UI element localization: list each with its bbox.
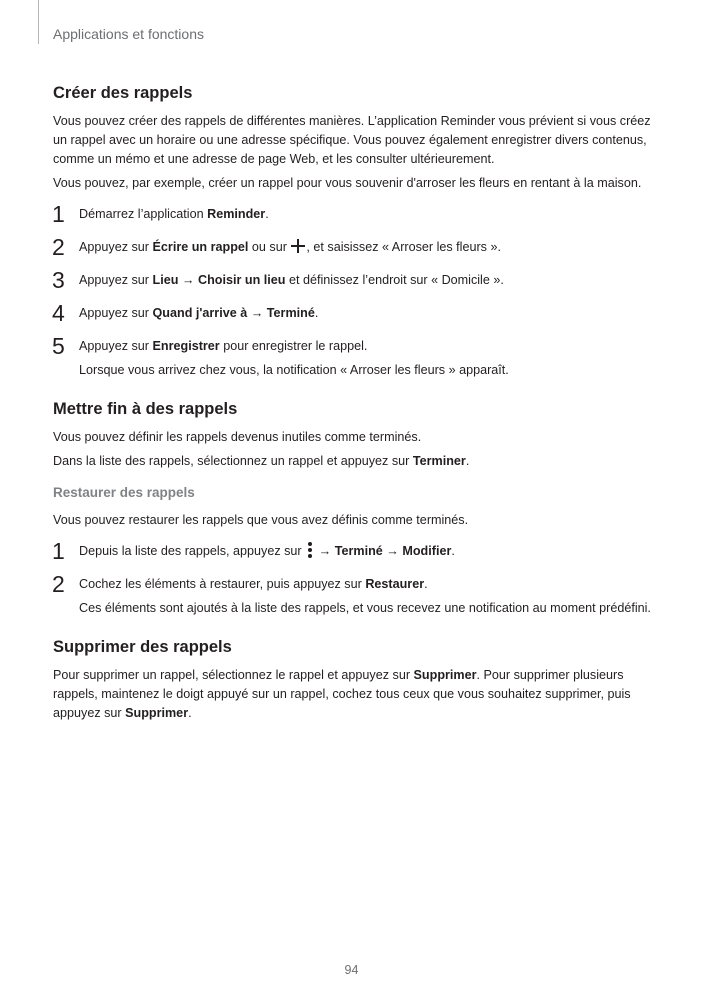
paragraph: Vous pouvez restaurer les rappels que vous avez définis comme terminés. <box>53 513 469 527</box>
step-number: 5 <box>52 333 65 359</box>
ui-term: Quand j'arrive à <box>152 306 248 320</box>
subsection-title: Restaurer des rappels <box>53 485 195 500</box>
step-note: Ces éléments sont ajoutés à la liste des rappels, et vous recevez une notification au moment prédéfini. <box>79 601 651 615</box>
step-text: Appuyez sur Lieu → Choisir un lieu et définissez l’endroit sur « Domicile ». <box>79 273 504 287</box>
ui-term: Terminé <box>334 544 383 558</box>
page-content <box>53 82 663 728</box>
ui-term: Lieu <box>152 273 179 287</box>
paragraph: Dans la liste des rappels, sélectionnez un rappel et appuyez sur Terminer. <box>53 454 470 468</box>
ui-term: Modifier <box>402 544 452 558</box>
step-2 <box>52 571 663 618</box>
step-5 <box>52 333 663 380</box>
step-number: 2 <box>52 571 65 597</box>
ui-term: Supprimer <box>125 706 189 720</box>
section-mettre-fin <box>53 398 663 618</box>
paragraph: Pour supprimer un rappel, sélectionnez le rappel et appuyez sur Supprimer. Pour supprimer plusieurs rappels, maintenez le doigt appuyé sur un rappel, cochez tous ceux que vous souhaitez supprimer, puis appuyez sur Supprimer. <box>53 668 631 720</box>
section-creer-rappels <box>53 82 663 380</box>
ui-term: Restaurer <box>365 577 425 591</box>
step-text: Cochez les éléments à restaurer, puis appuyez sur Restaurer. <box>79 577 428 591</box>
step-text: Démarrez l’application Reminder. <box>79 207 269 221</box>
ui-term: Reminder <box>207 207 266 221</box>
step-text: Appuyez sur Enregistrer pour enregistrer le rappel. <box>79 339 368 353</box>
section-title: Créer des rappels <box>53 84 193 102</box>
step-4 <box>52 300 663 326</box>
step-number: 1 <box>52 538 65 564</box>
step-3 <box>52 267 663 293</box>
header-rule <box>38 0 39 44</box>
step-list <box>52 201 663 380</box>
step-text: Appuyez sur Quand j'arrive à → Terminé. <box>79 306 319 320</box>
step-number: 2 <box>52 234 65 260</box>
paragraph: Vous pouvez créer des rappels de différentes manières. L’application Reminder vous prévient si vous créez un rappel avec un horaire ou une adresse spécifique. Vous pouvez également enregistrer divers contenus, comme un mémo et une adresse de page Web, et les consulter ultérieurement. <box>53 114 651 166</box>
step-text: Appuyez sur Écrire un rappel ou sur , et saisissez « Arroser les fleurs ». <box>79 240 501 254</box>
step-number: 4 <box>52 300 65 326</box>
step-number: 1 <box>52 201 65 227</box>
step-1 <box>52 538 663 564</box>
section-title: Supprimer des rappels <box>53 638 232 656</box>
step-1 <box>52 201 663 227</box>
paragraph: Vous pouvez définir les rappels devenus inutiles comme terminés. <box>53 430 422 444</box>
ui-term: Écrire un rappel <box>152 240 249 254</box>
step-list <box>52 538 663 618</box>
step-number: 3 <box>52 267 65 293</box>
ui-term: Enregistrer <box>152 339 220 353</box>
ui-term: Choisir un lieu <box>198 273 286 287</box>
section-title: Mettre fin à des rappels <box>53 400 238 418</box>
step-text: Depuis la liste des rappels, appuyez sur → Terminé → Modifier. <box>79 544 455 558</box>
header-title: Applications et fonctions <box>53 26 204 42</box>
ui-term: Terminer <box>412 454 466 468</box>
step-2 <box>52 234 663 260</box>
page-number: 94 <box>344 963 359 977</box>
ui-term: Supprimer <box>413 668 477 682</box>
paragraph: Vous pouvez, par exemple, créer un rappel pour vous souvenir d'arroser les fleurs en rentant à la maison. <box>53 176 642 190</box>
step-note: Lorsque vous arrivez chez vous, la notification « Arroser les fleurs » apparaît. <box>79 363 509 377</box>
more-options-icon <box>307 542 313 558</box>
plus-icon <box>291 239 305 253</box>
ui-term: Terminé <box>266 306 315 320</box>
section-supprimer <box>53 636 663 723</box>
